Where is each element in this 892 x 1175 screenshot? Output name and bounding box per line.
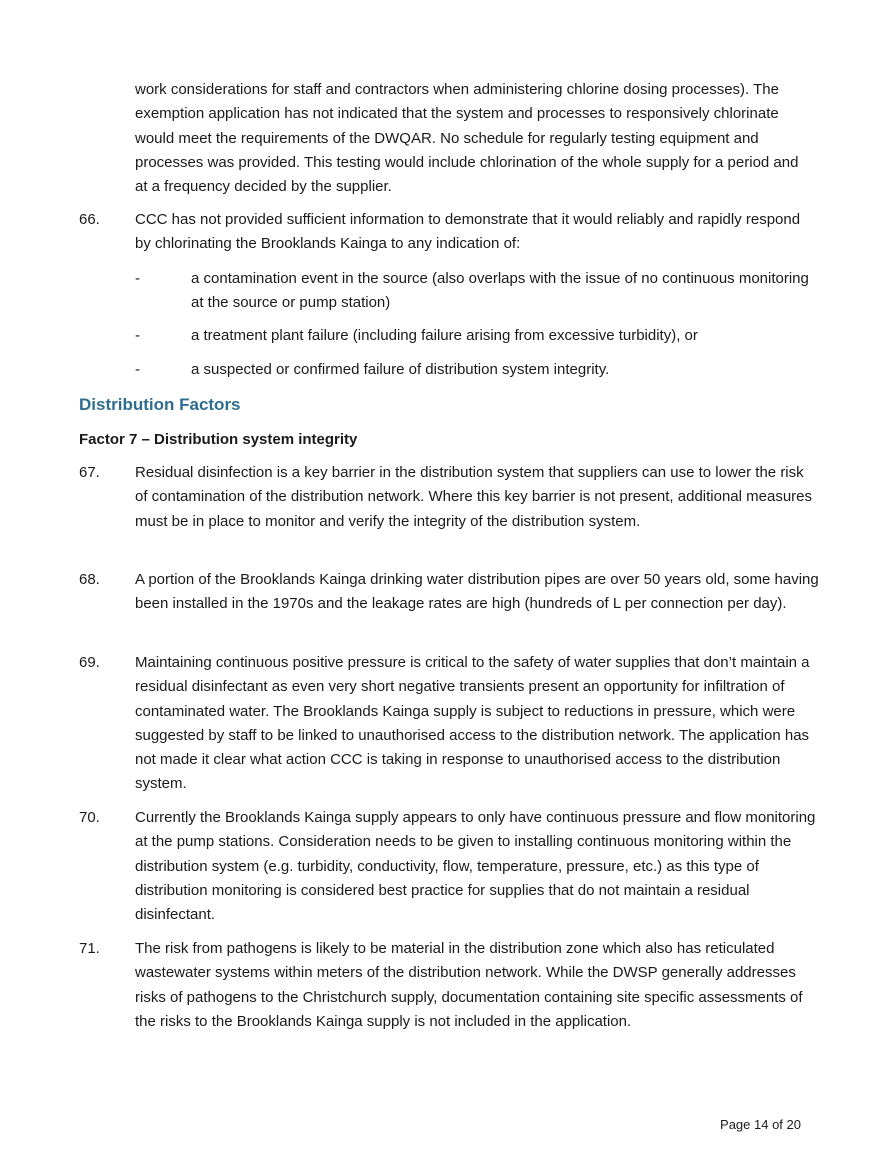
section-heading: Distribution Factors [79, 395, 241, 414]
paragraph-text: CCC has not provided sufficient information to demonstrate that it would reliably and rapidly respond by chlorinating the Brooklands Kainga to any indication of: [135, 211, 801, 253]
bullet-item [135, 324, 815, 348]
bullet-dash: - [135, 361, 140, 378]
paragraph-text: A portion of the Brooklands Kainga drinking water distribution pipes are over 50 years old, some having been installed in the 1970s and the leakage rates are high (hundreds of L per connection per day). [135, 571, 819, 613]
paragraph-number: 66. [79, 211, 100, 228]
paragraph-text: Residual disinfection is a key barrier in the distribution system that suppliers can use to lower the risk of contamination of the distribution network. Where this key barrier is not present, additional measures must be in place to monitor and verify the integrity of the distribution system. [135, 464, 813, 530]
paragraph-68 [79, 568, 819, 617]
paragraph-text: Maintaining continuous positive pressure is critical to the safety of water supplies that don’t maintain a residual disinfectant as even very short negative transients present an opportunity for infiltration of contaminated water. The Brooklands Kainga supply is subject to reductions in pressure, which were suggested by staff to be linked to unauthorised access to the distribution network. The application has not made it clear what action CCC is taking in response to unauthorised access to the distribution system. [135, 654, 810, 793]
paragraph-66 [79, 208, 819, 257]
paragraph-70 [79, 806, 819, 927]
paragraph-number: 70. [79, 809, 100, 826]
bullet-text: a contamination event in the source (also overlaps with the issue of no continuous monitoring at the source or pump station) [191, 270, 809, 312]
paragraph-number: 68. [79, 571, 100, 588]
sub-heading: Factor 7 – Distribution system integrity [79, 431, 358, 448]
paragraph-number: 71. [79, 940, 100, 957]
paragraph-number: 67. [79, 464, 100, 481]
continued-paragraph: work considerations for staff and contractors when administering chlorine dosing processes). The exemption application has not indicated that the system and processes to responsively chlorinate would meet the requirements of the DWQAR. No schedule for regularly testing equipment and processes was provided. This testing would include chlorination of the whole supply for a period and at a frequency decided by the supplier. [135, 81, 799, 196]
page-number: Page 14 of 20 [720, 1117, 801, 1132]
bullet-dash: - [135, 270, 140, 287]
paragraph-number: 69. [79, 654, 100, 671]
bullet-text: a treatment plant failure (including failure arising from excessive turbidity), or [191, 327, 698, 344]
bullet-dash: - [135, 327, 140, 344]
paragraph-69 [79, 651, 819, 797]
bullet-item [135, 358, 815, 382]
paragraph-text: The risk from pathogens is likely to be material in the distribution zone which also has reticulated wastewater systems within meters of the distribution network. While the DWSP generally addresses risks of pathogens to the Christchurch supply, documentation containing site specific assessments of the risks to the Brooklands Kainga supply is not included in the application. [135, 940, 803, 1030]
paragraph-text: Currently the Brooklands Kainga supply appears to only have continuous pressure and flow monitoring at the pump stations. Consideration needs to be given to installing continuous monitoring within the distribution system (e.g. turbidity, conductivity, flow, temperature, pressure, etc.) as this type of distribution monitoring is considered best practice for supplies that do not maintain a residual disinfectant. [135, 809, 816, 924]
bullet-text: a suspected or confirmed failure of distribution system integrity. [191, 361, 610, 378]
paragraph-71 [79, 937, 819, 1034]
paragraph-67 [79, 461, 819, 534]
bullet-item [135, 267, 815, 316]
